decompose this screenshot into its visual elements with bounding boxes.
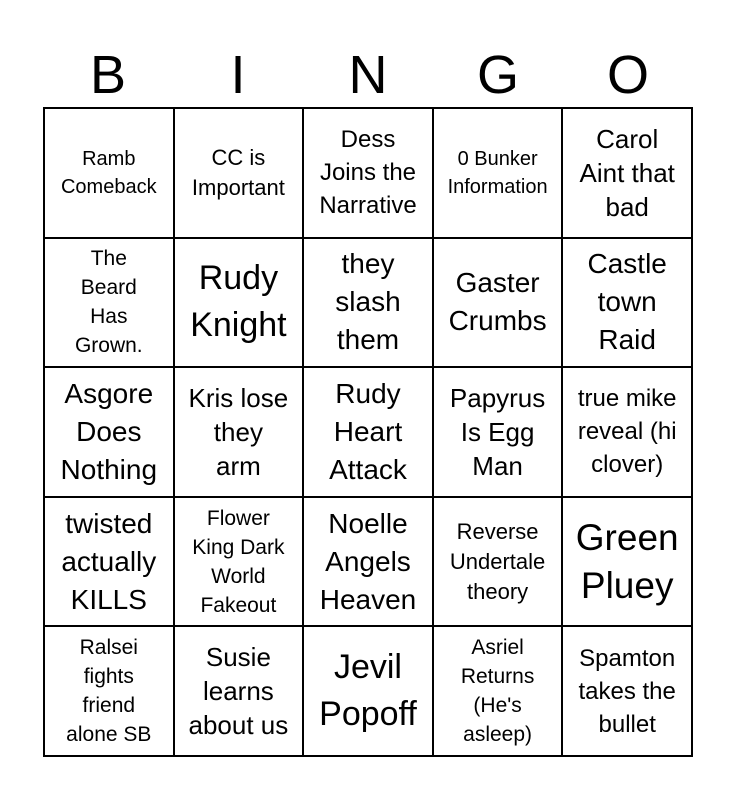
bingo-cell[interactable] bbox=[174, 497, 304, 627]
bingo-cell[interactable] bbox=[433, 626, 563, 756]
bingo-cell[interactable] bbox=[44, 497, 174, 627]
cell-text: Jevil Popoff bbox=[319, 648, 417, 734]
bingo-cell[interactable] bbox=[44, 367, 174, 497]
bingo-cell[interactable] bbox=[174, 238, 304, 368]
cell-text: 0 Bunker Information bbox=[447, 147, 548, 198]
cell-text: Carol Aint that bad bbox=[579, 123, 675, 222]
bingo-cell[interactable] bbox=[562, 238, 692, 368]
bingo-cell[interactable] bbox=[433, 108, 563, 238]
cell-text: Dess Joins the Narrative bbox=[319, 126, 417, 220]
cell-text: CC is Important bbox=[191, 144, 285, 200]
cell-text: twisted actually KILLS bbox=[61, 507, 157, 615]
bingo-cell[interactable] bbox=[174, 626, 304, 756]
bingo-cell[interactable] bbox=[303, 626, 433, 756]
header-letter-b: B bbox=[89, 45, 127, 105]
bingo-cell[interactable] bbox=[433, 367, 563, 497]
bingo-cell[interactable] bbox=[303, 497, 433, 627]
cell-text: Kris lose they arm bbox=[188, 382, 289, 481]
cell-text: The Beard Has Grown. bbox=[74, 247, 143, 358]
bingo-cell[interactable] bbox=[174, 108, 304, 238]
bingo-cell[interactable] bbox=[174, 367, 304, 497]
header-letter-g: G bbox=[476, 45, 519, 105]
header-letter-i: I bbox=[230, 45, 246, 105]
bingo-cell[interactable] bbox=[433, 238, 563, 368]
bingo-cell[interactable] bbox=[433, 497, 563, 627]
cell-text: Asriel Returns (He's asleep) bbox=[460, 636, 535, 747]
bingo-cell[interactable] bbox=[303, 367, 433, 497]
bingo-cell[interactable] bbox=[562, 497, 692, 627]
cell-text: Papyrus Is Egg Man bbox=[449, 382, 546, 481]
bingo-cell[interactable] bbox=[44, 626, 174, 756]
cell-text: Green Pluey bbox=[575, 516, 679, 606]
cell-text: Castle town Raid bbox=[587, 248, 667, 356]
cell-text: Ralsei fights friend alone SB bbox=[66, 636, 152, 747]
cell-text: Flower King Dark World Fakeout bbox=[192, 506, 285, 617]
bingo-cell[interactable] bbox=[562, 367, 692, 497]
bingo-cell[interactable] bbox=[44, 108, 174, 238]
cell-text: Asgore Does Nothing bbox=[60, 377, 158, 485]
cell-text: Noelle Angels Heaven bbox=[319, 507, 417, 615]
header-letter-o: O bbox=[606, 45, 649, 105]
bingo-cell[interactable] bbox=[44, 238, 174, 368]
bingo-cell[interactable] bbox=[303, 238, 433, 368]
bingo-grid bbox=[43, 107, 693, 757]
cell-text: Spamton takes the bullet bbox=[578, 644, 676, 738]
cell-text: Rudy Knight bbox=[190, 259, 287, 345]
cell-text: Ramb Comeback bbox=[60, 147, 157, 198]
bingo-cell[interactable] bbox=[303, 108, 433, 238]
cell-text: Gaster Crumbs bbox=[448, 267, 547, 337]
bingo-cell[interactable] bbox=[562, 626, 692, 756]
cell-text: Rudy Heart Attack bbox=[329, 377, 407, 485]
bingo-cell[interactable] bbox=[562, 108, 692, 238]
cell-text: Reverse Undertale theory bbox=[449, 518, 546, 604]
cell-text: true mike reveal (hi clover) bbox=[577, 385, 677, 479]
cell-text: Susie learns about us bbox=[188, 642, 289, 741]
header-letter-n: N bbox=[348, 45, 388, 105]
bingo-header bbox=[43, 44, 693, 106]
cell-text: they slash them bbox=[335, 248, 401, 356]
